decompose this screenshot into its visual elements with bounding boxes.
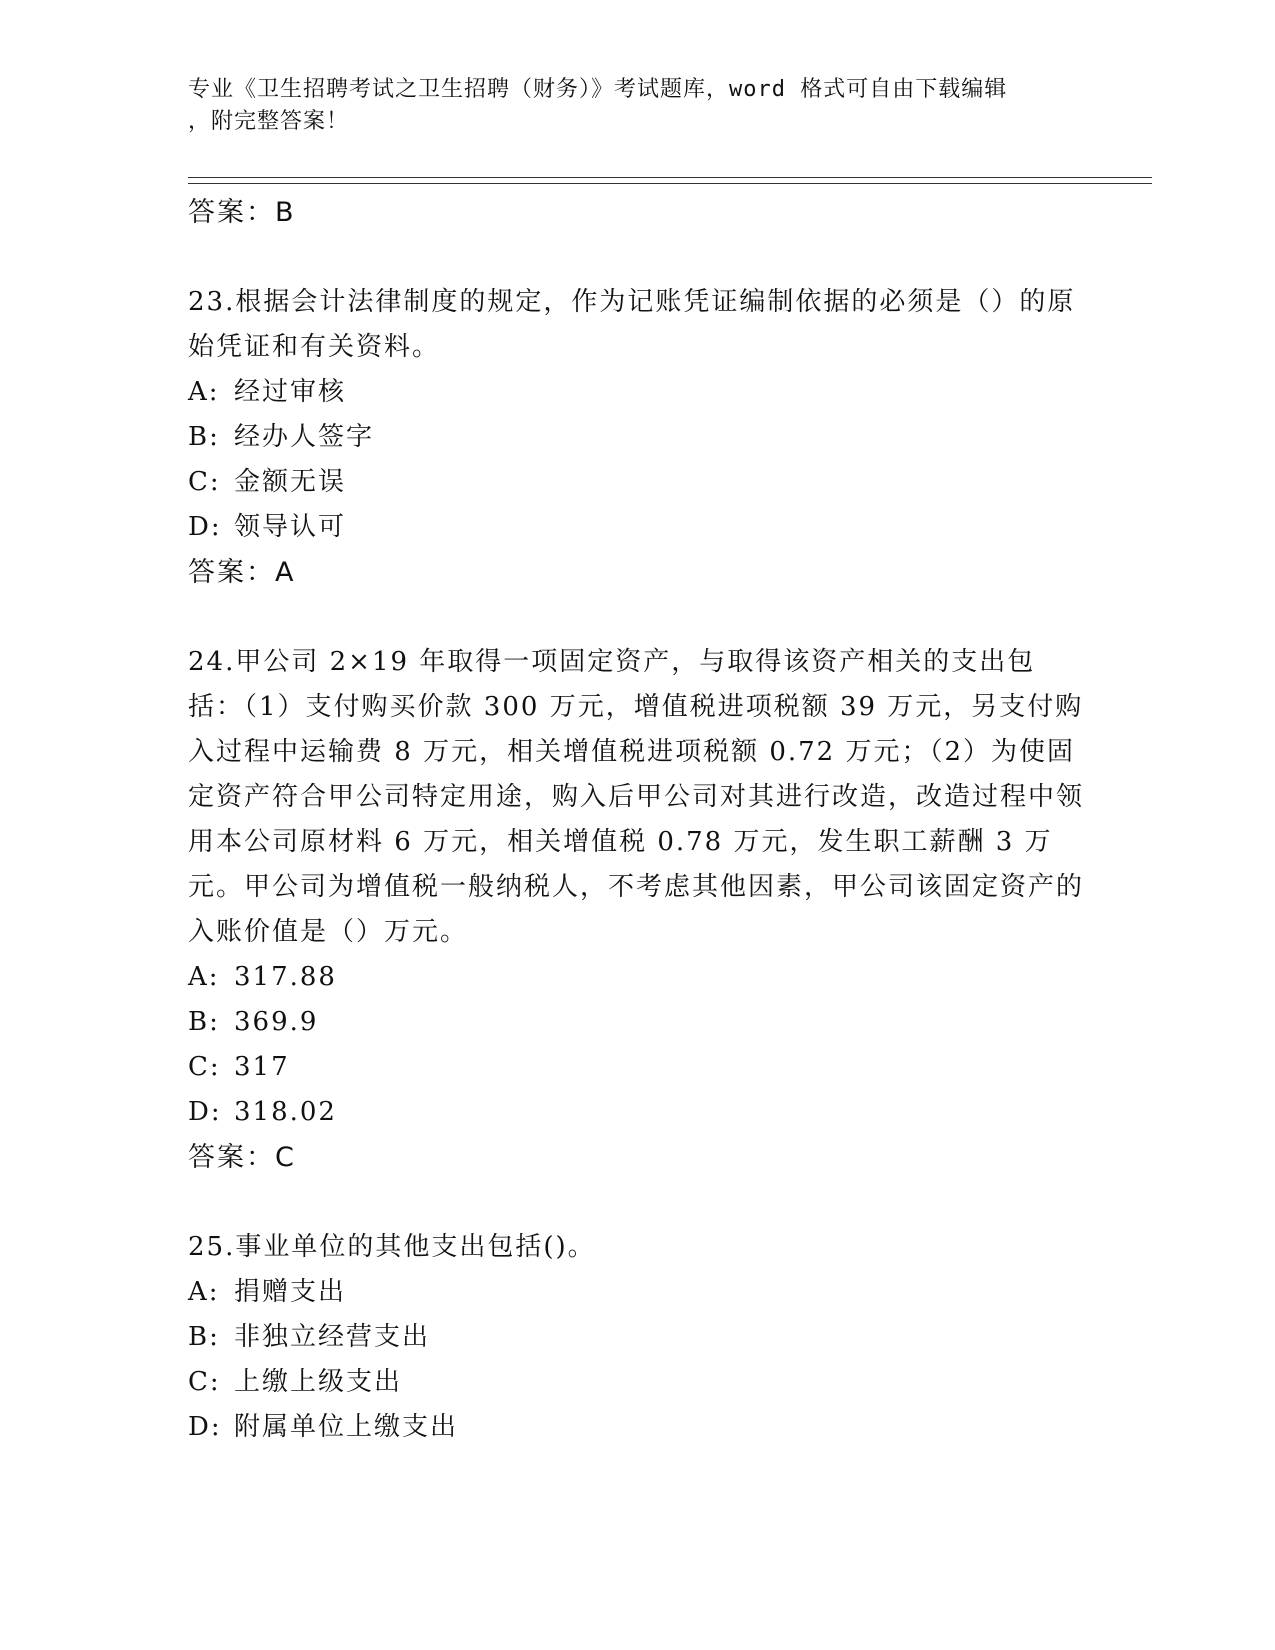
question-24-option-a: A: 317.88 — [188, 962, 337, 992]
answer-22: 答案：B — [188, 197, 296, 228]
question-23 — [188, 280, 1088, 596]
header-divider — [188, 177, 1152, 184]
question-25-stem: 25.事业单位的其他支出包括()。 — [188, 1232, 596, 1262]
question-25-option-d: D: 附属单位上缴支出 — [188, 1412, 459, 1442]
question-23-stem: 23.根据会计法律制度的规定，作为记账凭证编制依据的必须是（）的原始凭证和有关资料。 — [188, 287, 1076, 362]
question-25-option-c: C: 上缴上级支出 — [188, 1367, 403, 1397]
question-23-option-c: C: 金额无误 — [188, 467, 347, 497]
question-24-stem: 24.甲公司 2×19 年取得一项固定资产，与取得该资产相关的支出包括：（1）支付购买价款 300 万元，增值税进项税额 39 万元，另支付购入过程中运输费 8 万元，相关增值税进项税额 0.72 万元；（2）为使固定资产符合甲公司特定用途，购入后甲公司对其进行改造，改造过程中领用本公司原材料 6 万元，相关增值税 0.78 万元，发生职工薪酬 3 万元。甲公司为增值税一般纳税人，不考虑其他因素，甲公司该固定资产的入账价值是（）万元。 — [188, 647, 1085, 947]
answer-24: 答案：C — [188, 1142, 296, 1173]
question-25 — [188, 1225, 1088, 1450]
answer-23: 答案：A — [188, 557, 296, 588]
question-23-option-b: B: 经办人签字 — [188, 422, 375, 452]
question-24-option-c: C: 317 — [188, 1052, 290, 1082]
question-24-option-d: D: 318.02 — [188, 1097, 337, 1127]
document-header — [188, 74, 1068, 138]
header-line-2: ，附完整答案！ — [188, 109, 350, 134]
question-23-option-a: A: 经过审核 — [188, 377, 347, 407]
question-content — [188, 190, 1088, 1450]
question-25-option-a: A: 捐赠支出 — [188, 1277, 347, 1307]
question-24 — [188, 640, 1088, 1181]
question-24-option-b: B: 369.9 — [188, 1007, 319, 1037]
question-25-option-b: B: 非独立经营支出 — [188, 1322, 431, 1352]
header-line-1: 专业《卫生招聘考试之卫生招聘（财务）》考试题库，word 格式可自由下载编辑 — [188, 77, 1008, 102]
question-23-option-d: D: 领导认可 — [188, 512, 347, 542]
